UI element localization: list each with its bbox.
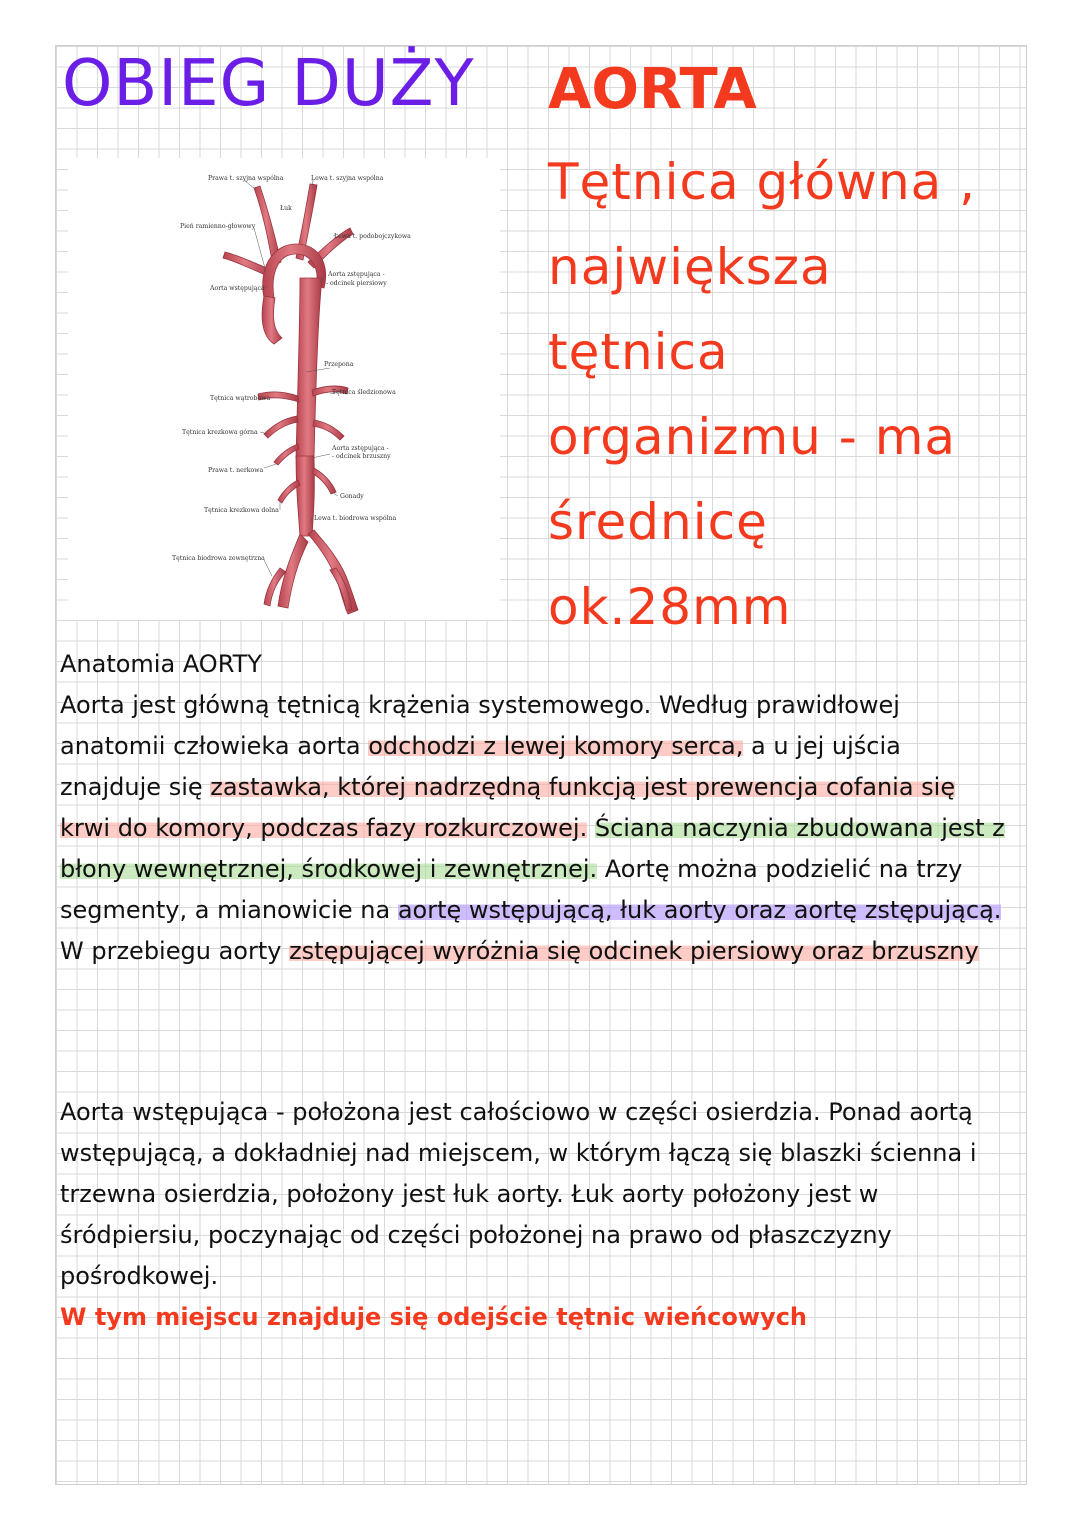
highlight-red: odchodzi z lewej komory serca,	[368, 732, 744, 760]
label-gonads: Gonady	[340, 493, 364, 500]
anatomy-paragraph	[60, 685, 1005, 972]
diagram-labels	[172, 175, 411, 562]
anatomy-text: a u jej ujścia znajduje się	[60, 732, 901, 801]
definition-line: tętnica	[548, 323, 729, 381]
aorta-definition	[548, 140, 1028, 650]
anatomy-heading: Anatomia AORTY	[60, 650, 262, 678]
label-hepatic: Tętnica wątrobowa	[210, 395, 271, 402]
label-thoracic-descending: Aorta zstępująca -	[328, 271, 385, 278]
label-ascending-aorta: Aorta wstępująca	[210, 285, 265, 292]
label-diaphragm: Przepona	[324, 361, 354, 368]
definition-line: największa	[548, 238, 832, 296]
highlight-green: Ściana naczynia zbudowana jest z błony wewnętrznej, środkowej i zewnętrznej.	[60, 814, 1005, 883]
label-external-iliac: Tętnica biodrowa zewnętrzna	[172, 555, 265, 562]
anatomy-text	[587, 814, 595, 842]
anatomy-text: Aortę można podzielić na trzy segmenty, a mianowicie na	[60, 855, 963, 924]
label-abdominal-descending: Aorta zstępująca -	[332, 445, 389, 452]
label-right-renal: Prawa t. nerkowa	[208, 467, 264, 474]
anatomy-text: W przebiegu aorty	[60, 937, 290, 965]
definition-line: Tętnica główna ,	[548, 153, 977, 211]
label-thoracic-descending-2: - odcinek piersiowy	[326, 280, 387, 287]
label-left-common-carotid: Lewa t. szyjna wspólna	[311, 175, 384, 182]
definition-line: średnicę ok.28mm	[548, 493, 792, 636]
label-left-subclavian: Lewa t. podobojczykowa	[334, 233, 411, 240]
highlight-red: zstępującej wyróżnia się odcinek piersiowy oraz brzuszny	[289, 937, 979, 965]
highlight-red: zastawka, której nadrzędną funkcją jest prewencja cofania się krwi do komory, podczas fazy rozkurczowej.	[60, 773, 956, 842]
highlight-purple: aortę wstępującą, łuk aorty oraz aortę zstępującą.	[397, 896, 1002, 924]
label-left-common-iliac: Lewa t. biodrowa wspólna	[314, 515, 397, 522]
ascending-aorta-section	[60, 1092, 1005, 1338]
anatomy-text: Aorta jest główną tętnicą krążenia systemowego. Według prawidłowej anatomii człowieka aorta	[60, 691, 900, 760]
label-arch: Łuk	[280, 205, 292, 212]
label-brachiocephalic-trunk: Pień ramienno-głowowy	[180, 223, 256, 230]
section-title: AORTA	[548, 57, 757, 122]
aorta-diagram	[68, 158, 500, 620]
definition-line: organizmu - ma	[548, 408, 957, 466]
coronary-note: W tym miejscu znajduje się odejście tętnic wieńcowych	[60, 1303, 808, 1331]
label-right-common-carotid: Prawa t. szyjna wspólna	[208, 175, 284, 182]
label-splenic: Tętnica śledzionowa	[332, 389, 396, 396]
label-abdominal-descending-2: - odcinek brzuszny	[332, 453, 391, 460]
page-title: OBIEG DUŻY	[62, 47, 475, 121]
label-inferior-mesenteric: Tętnica krezkowa dolna	[204, 507, 279, 514]
label-superior-mesenteric: Tętnica krezkowa górna	[182, 429, 258, 436]
anatomy-section	[60, 644, 1005, 972]
ascending-aorta-paragraph: Aorta wstępująca - położona jest całościowo w części osierdzia. Ponad aortą wstępującą, a dokładniej nad miejscem, w którym łączą się blaszki ścienna i trzewna osierdzia, położony jest łuk aorty. Łuk aorty położony jest w śródpiersiu, poczynając od części położonej na prawo od płaszczyzny pośrodkowej.	[60, 1098, 977, 1290]
